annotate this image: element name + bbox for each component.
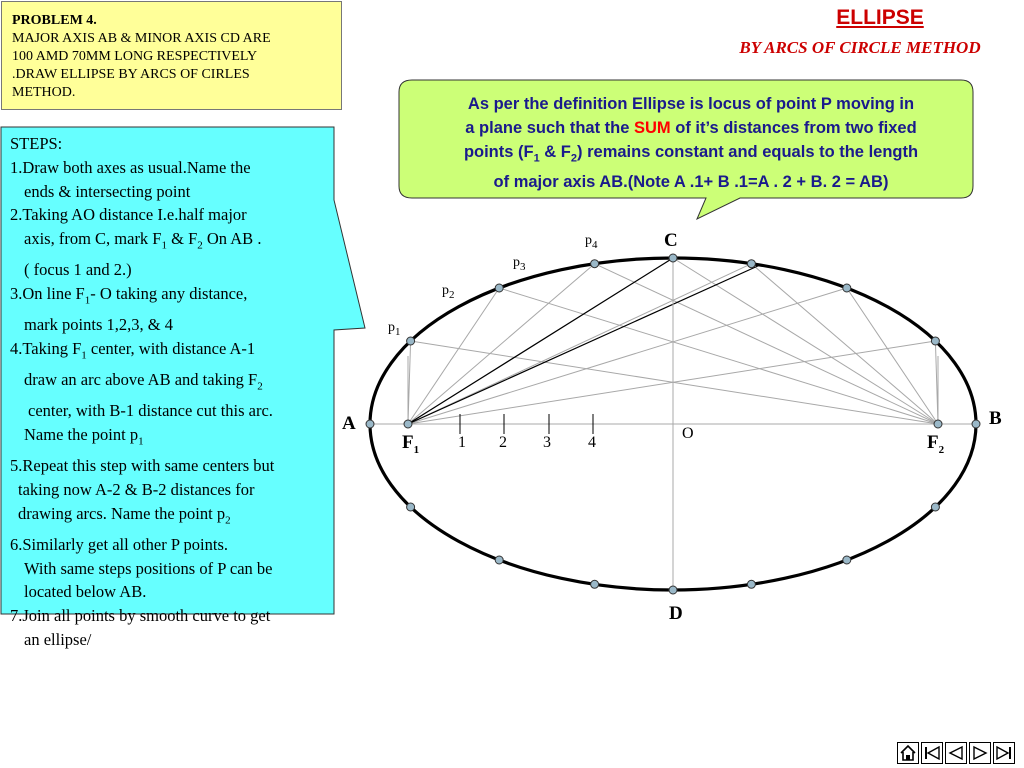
step-line: With same steps positions of P can be [24, 558, 273, 578]
construction-point [931, 503, 939, 511]
definition-subscript: 2 [570, 152, 578, 165]
label-fragment: p [585, 233, 592, 248]
step-line: 7.Join all points by smooth curve to get [10, 606, 271, 626]
previous-icon [947, 744, 965, 762]
label-D: D [669, 603, 683, 624]
construction-line [673, 258, 938, 424]
construction-point [495, 284, 503, 292]
label-subscript: 1 [413, 443, 420, 456]
problem-line: MAJOR AXIS AB & MINOR AXIS CD ARE [12, 31, 271, 46]
label-point-3: 3 [543, 434, 551, 451]
step-fragment: draw an arc above AB and taking F [24, 370, 258, 390]
definition-fragment: points (F [463, 143, 534, 161]
label-fragment: F [402, 432, 414, 453]
page-subtitle: BY ARCS OF CIRCLE METHOD [739, 38, 981, 57]
step-line: ends & intersecting point [24, 181, 191, 201]
step-line: 1.Draw both axes as usual.Name the [10, 157, 251, 177]
step-subscript: 1 [138, 435, 144, 448]
step-subscript: 2 [257, 380, 263, 393]
label-C: C [664, 230, 678, 251]
label-F1 [402, 432, 419, 456]
label-F2 [927, 432, 944, 456]
construction-point [931, 337, 939, 345]
definition-line: As per the definition Ellipse is locus of point P moving in [467, 95, 915, 113]
step-line: 2.Taking AO distance I.e.half major [10, 205, 247, 225]
step-line: mark points 1,2,3, & 4 [24, 315, 173, 335]
step-line: 5.Repeat this step with same centers but [10, 456, 275, 476]
label-fragment: p [442, 283, 449, 298]
label-fragment: F [927, 432, 939, 453]
step-fragment: drawing arcs. Name the point p [18, 503, 226, 523]
definition-fragment: ) remains constant and equals to the length [577, 143, 919, 161]
step-fragment: axis, from C, mark F [24, 229, 162, 249]
label-B: B [989, 408, 1002, 429]
label-p1 [388, 320, 401, 338]
step-subscript: 2 [225, 513, 231, 526]
construction-point [591, 260, 599, 268]
label-point-1: 1 [458, 434, 466, 451]
construction-point [404, 420, 412, 428]
label-fragment: p [513, 255, 520, 270]
step-fragment: - O taking any distance, [90, 284, 248, 304]
construction-point [366, 420, 374, 428]
step-fragment: Name the point p [24, 424, 139, 444]
construction-point [747, 260, 755, 268]
step-fragment: On AB . [202, 229, 262, 249]
steps-heading: STEPS: [10, 134, 63, 153]
step-fragment: 4.Taking F [10, 338, 82, 358]
slide-navigation [897, 742, 1015, 766]
last-icon [995, 744, 1013, 762]
construction-point [934, 420, 942, 428]
step-line: an ellipse/ [24, 629, 92, 649]
step-line: 6.Similarly get all other P points. [10, 534, 228, 554]
definition-line [408, 116, 974, 140]
construction-point [407, 337, 415, 345]
problem-line: METHOD. [12, 85, 76, 100]
step-line: center, with B-1 distance cut this arc. [28, 401, 273, 421]
steps-list [10, 132, 340, 652]
construction-point [747, 580, 755, 588]
step-line [10, 227, 340, 258]
nav-last-button[interactable] [993, 742, 1015, 764]
step-fragment: center, with distance A-1 [86, 338, 256, 358]
problem-title: PROBLEM 4. [12, 13, 97, 28]
label-point-4: 4 [588, 434, 596, 451]
nav-home-button[interactable] [897, 742, 919, 764]
label-subscript: 4 [592, 238, 598, 251]
nav-next-button[interactable] [969, 742, 991, 764]
step-line: taking now A-2 & B-2 distances for [18, 479, 255, 499]
page-title: ELLIPSE [836, 6, 924, 29]
nav-first-button[interactable] [921, 742, 943, 764]
home-icon [899, 744, 917, 762]
label-O: O [682, 425, 694, 442]
problem-line: .DRAW ELLIPSE BY ARCS OF CIRLES [12, 67, 250, 82]
label-A: A [342, 413, 356, 434]
nav-previous-button[interactable] [945, 742, 967, 764]
construction-line [499, 288, 938, 424]
construction-point [591, 580, 599, 588]
next-icon [971, 744, 989, 762]
label-p3 [513, 255, 526, 273]
step-subscript: 1 [161, 239, 167, 252]
definition-fragment: a plane such that the [465, 119, 634, 137]
construction-line [595, 264, 938, 424]
label-subscript: 1 [395, 325, 401, 338]
step-line [10, 423, 340, 454]
definition-subscript: 1 [533, 152, 540, 165]
definition-fragment: of it’s distances from two fixed [670, 119, 917, 137]
construction-point [972, 420, 980, 428]
construction-point [495, 556, 503, 564]
definition-line [408, 140, 974, 170]
construction-point [669, 254, 677, 262]
first-icon [923, 744, 941, 762]
step-subscript: 1 [81, 349, 87, 362]
definition-text [408, 92, 974, 194]
step-line: located below AB. [24, 582, 147, 602]
construction-point [843, 556, 851, 564]
step-line [10, 368, 340, 399]
step-line: ( focus 1 and 2.) [24, 260, 132, 280]
label-fragment: p [388, 320, 395, 335]
label-point-2: 2 [499, 434, 507, 451]
construction-line [408, 264, 751, 424]
step-line [10, 282, 340, 313]
construction-line [408, 288, 847, 424]
step-line [10, 502, 340, 533]
construction-point [669, 586, 677, 594]
sum-highlight: SUM [634, 119, 671, 137]
label-p2 [442, 283, 455, 301]
step-subscript: 1 [84, 294, 91, 307]
definition-line: of major axis AB.(Note A .1+ B .1=A . 2 + B. 2 = AB) [493, 173, 889, 192]
definition-fragment: & F [539, 143, 571, 161]
label-subscript: 3 [520, 260, 526, 273]
step-line [10, 337, 340, 368]
step-subscript: 2 [197, 239, 203, 252]
label-p4 [585, 233, 598, 251]
label-subscript: 2 [449, 288, 455, 301]
label-subscript: 2 [938, 443, 945, 456]
step-fragment: & F [167, 229, 198, 249]
step-fragment: 3.On line F [10, 284, 85, 304]
construction-point [407, 503, 415, 511]
problem-line: 100 AMD 70MM LONG RESPECTIVELY [12, 49, 258, 64]
construction-point [843, 284, 851, 292]
